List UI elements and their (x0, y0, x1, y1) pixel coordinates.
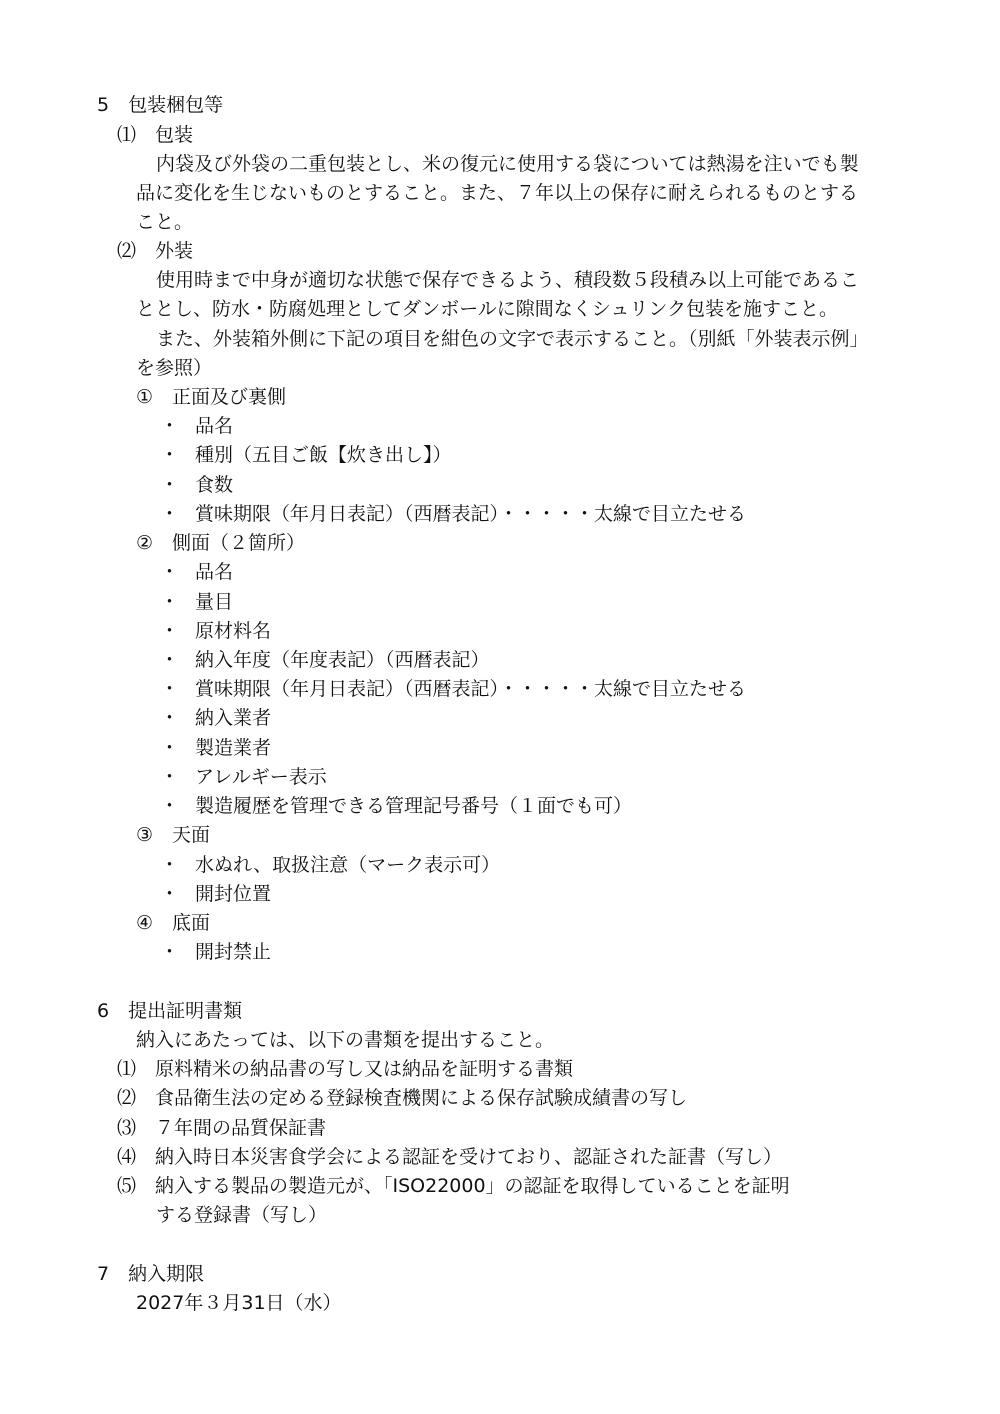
document-list-item: ⑷ 納入時日本災害食学会による認証を受けており、認証された証書（写し） (117, 1146, 783, 1168)
label-item: ・ 食数 (160, 474, 234, 496)
label-item: ・ 開封禁止 (160, 941, 272, 963)
label-item: ・ 開封位置 (160, 883, 272, 905)
label-item: ・ アレルギー表示 (160, 766, 327, 788)
label-group-title: ② 側面（２箇所） (136, 532, 306, 554)
delivery-deadline-date: 2027年３月31日（水） (136, 1292, 342, 1314)
label-group-title: ① 正面及び裏側 (136, 386, 287, 408)
label-group-title: ④ 底面 (136, 912, 211, 934)
subsection-packaging-title: ⑴ 包装 (117, 124, 194, 146)
outer-packaging-text-line: ととし、防水・防腐処理としてダンボールに隙間なくシュリンク包装を施すこと。 (136, 298, 839, 320)
document-list-item: ⑴ 原料精米の納品書の写し又は納品を証明する書類 (117, 1058, 574, 1080)
label-item: ・ 種別（五目ご飯【炊き出し】） (160, 444, 452, 466)
label-item: ・ 品名 (160, 415, 234, 437)
subsection-outer-packaging-title: ⑵ 外装 (117, 240, 194, 262)
label-item: ・ 賞味期限（年月日表記）（西暦表記）・・・・・太線で目立たせる (160, 678, 747, 700)
document-list-item: ⑶ ７年間の品質保証書 (117, 1117, 327, 1139)
section-5-heading: 5 包装梱包等 (97, 94, 224, 116)
label-item: ・ 製造業者 (160, 737, 272, 759)
packaging-text-line: 品に変化を生じないものとすること。また、７年以上の保存に耐えられるものとする (136, 182, 859, 204)
label-item: ・ 製造履歴を管理できる管理記号番号（１面でも可） (160, 795, 633, 817)
document-list-item: ⑵ 食品衛生法の定める登録検査機関による保存試験成績書の写し (117, 1087, 688, 1109)
packaging-text-line: こと。 (136, 211, 194, 233)
label-item: ・ 量目 (160, 591, 234, 613)
label-group-title: ③ 天面 (136, 824, 211, 846)
packaging-text-line: 内袋及び外袋の二重包装とし、米の復元に使用する袋については熱湯を注いでも製 (156, 153, 859, 175)
section-7-heading: 7 納入期限 (97, 1263, 205, 1285)
label-item: ・ 納入年度（年度表記）（西暦表記） (160, 649, 490, 671)
outer-packaging-text-line: 使用時まで中身が適切な状態で保存できるよう、積段数５段積み以上可能であるこ (156, 269, 860, 291)
section-6-heading: 6 提出証明書類 (97, 1000, 243, 1022)
label-item: ・ 原材料名 (160, 620, 272, 642)
document-list-item: ⑸ 納入する製品の製造元が、「ISO22000」の認証を取得していることを証明 (117, 1175, 790, 1197)
document-list-item-continuation: する登録書（写し） (156, 1204, 328, 1226)
label-item: ・ 品名 (160, 561, 234, 583)
section-6-intro: 納入にあたっては、以下の書類を提出すること。 (136, 1029, 555, 1051)
outer-packaging-text-line: また、外装箱外側に下記の項目を紺色の文字で表示すること。（別紙「外装表示例」 (156, 328, 869, 350)
outer-packaging-text-line: を参照） (136, 357, 213, 379)
label-item: ・ 水ぬれ、取扱注意（マーク表示可） (160, 854, 501, 876)
label-item: ・ 賞味期限（年月日表記）（西暦表記）・・・・・太線で目立たせる (160, 503, 747, 525)
label-item: ・ 納入業者 (160, 707, 272, 729)
